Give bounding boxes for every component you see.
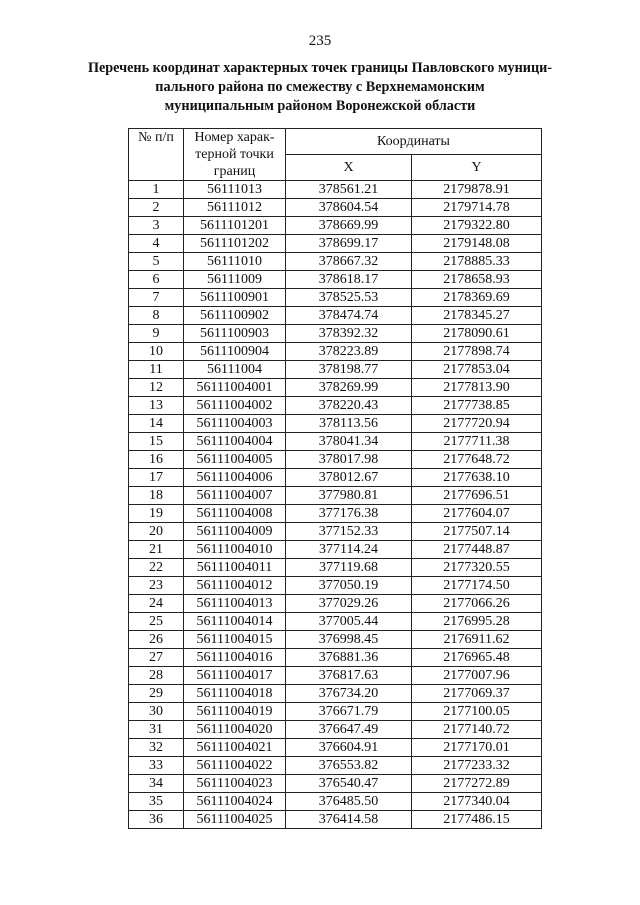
row-number-cell: 17 xyxy=(129,469,184,487)
x-coordinate-cell: 377114.24 xyxy=(286,541,412,559)
row-number-cell: 3 xyxy=(129,217,184,235)
table-row xyxy=(129,595,542,613)
x-coordinate-cell: 378667.32 xyxy=(286,253,412,271)
row-number-cell: 28 xyxy=(129,667,184,685)
table-row xyxy=(129,289,542,307)
x-coordinate-cell: 378699.17 xyxy=(286,235,412,253)
row-number-cell: 27 xyxy=(129,649,184,667)
row-number-cell: 15 xyxy=(129,433,184,451)
y-coordinate-cell: 2177320.55 xyxy=(412,559,542,577)
coordinates-table xyxy=(128,128,542,829)
y-coordinate-cell: 2176911.62 xyxy=(412,631,542,649)
y-coordinate-cell: 2178369.69 xyxy=(412,289,542,307)
header-point-line: Номер харак- xyxy=(194,130,275,145)
x-coordinate-cell: 378561.21 xyxy=(286,181,412,199)
x-coordinate-cell: 376647.49 xyxy=(286,721,412,739)
row-number-cell: 26 xyxy=(129,631,184,649)
header-point-line: терной точки xyxy=(195,147,274,162)
y-coordinate-cell: 2177007.96 xyxy=(412,667,542,685)
table-row xyxy=(129,397,542,415)
table-row xyxy=(129,649,542,667)
document-title xyxy=(60,59,580,116)
row-number-cell: 6 xyxy=(129,271,184,289)
point-number-cell: 56111004008 xyxy=(184,505,286,523)
row-number-cell: 34 xyxy=(129,775,184,793)
x-coordinate-cell: 378017.98 xyxy=(286,451,412,469)
table-row xyxy=(129,505,542,523)
table-row xyxy=(129,415,542,433)
table-row xyxy=(129,271,542,289)
x-coordinate-cell: 376414.58 xyxy=(286,811,412,829)
x-coordinate-cell: 377119.68 xyxy=(286,559,412,577)
y-coordinate-cell: 2177813.90 xyxy=(412,379,542,397)
point-number-cell: 5611100901 xyxy=(184,289,286,307)
y-coordinate-cell: 2177100.05 xyxy=(412,703,542,721)
row-number-cell: 32 xyxy=(129,739,184,757)
y-coordinate-cell: 2177170.01 xyxy=(412,739,542,757)
y-coordinate-cell: 2179322.80 xyxy=(412,217,542,235)
point-number-cell: 56111004020 xyxy=(184,721,286,739)
x-coordinate-cell: 377050.19 xyxy=(286,577,412,595)
point-number-cell: 56111004024 xyxy=(184,793,286,811)
x-coordinate-cell: 378041.34 xyxy=(286,433,412,451)
row-number-cell: 21 xyxy=(129,541,184,559)
row-number-cell: 20 xyxy=(129,523,184,541)
x-coordinate-cell: 376553.82 xyxy=(286,757,412,775)
table-row xyxy=(129,577,542,595)
x-coordinate-cell: 376817.63 xyxy=(286,667,412,685)
y-coordinate-cell: 2177174.50 xyxy=(412,577,542,595)
table-row xyxy=(129,775,542,793)
y-coordinate-cell: 2179148.08 xyxy=(412,235,542,253)
point-number-cell: 56111004009 xyxy=(184,523,286,541)
row-number-cell: 5 xyxy=(129,253,184,271)
x-coordinate-cell: 378618.17 xyxy=(286,271,412,289)
header-point-line: границ xyxy=(213,164,256,179)
y-coordinate-cell: 2178885.33 xyxy=(412,253,542,271)
x-coordinate-cell: 377980.81 xyxy=(286,487,412,505)
point-number-cell: 56111004003 xyxy=(184,415,286,433)
y-coordinate-cell: 2177853.04 xyxy=(412,361,542,379)
point-number-cell: 56111004025 xyxy=(184,811,286,829)
x-coordinate-cell: 377176.38 xyxy=(286,505,412,523)
row-number-cell: 10 xyxy=(129,343,184,361)
table-row xyxy=(129,721,542,739)
table-row xyxy=(129,325,542,343)
row-number-cell: 1 xyxy=(129,181,184,199)
x-coordinate-cell: 377005.44 xyxy=(286,613,412,631)
x-coordinate-cell: 376734.20 xyxy=(286,685,412,703)
y-coordinate-cell: 2177272.89 xyxy=(412,775,542,793)
row-number-cell: 18 xyxy=(129,487,184,505)
row-number-cell: 19 xyxy=(129,505,184,523)
title-line: Перечень координат характерных точек границы Павловского муници- xyxy=(87,60,553,76)
y-coordinate-cell: 2177711.38 xyxy=(412,433,542,451)
x-coordinate-cell: 376485.50 xyxy=(286,793,412,811)
x-coordinate-cell: 376604.91 xyxy=(286,739,412,757)
y-coordinate-cell: 2177069.37 xyxy=(412,685,542,703)
point-number-cell: 56111004005 xyxy=(184,451,286,469)
table-row xyxy=(129,433,542,451)
y-coordinate-cell: 2177486.15 xyxy=(412,811,542,829)
x-coordinate-cell: 378223.89 xyxy=(286,343,412,361)
point-number-cell: 56111004014 xyxy=(184,613,286,631)
header-x: X xyxy=(286,155,412,181)
table-row xyxy=(129,361,542,379)
point-number-cell: 56111004011 xyxy=(184,559,286,577)
row-number-cell: 14 xyxy=(129,415,184,433)
x-coordinate-cell: 378474.74 xyxy=(286,307,412,325)
point-number-cell: 56111004001 xyxy=(184,379,286,397)
y-coordinate-cell: 2177720.94 xyxy=(412,415,542,433)
point-number-cell: 5611100904 xyxy=(184,343,286,361)
y-coordinate-cell: 2177696.51 xyxy=(412,487,542,505)
y-coordinate-cell: 2179714.78 xyxy=(412,199,542,217)
point-number-cell: 56111004016 xyxy=(184,649,286,667)
row-number-cell: 23 xyxy=(129,577,184,595)
y-coordinate-cell: 2177738.85 xyxy=(412,397,542,415)
point-number-cell: 5611101201 xyxy=(184,217,286,235)
point-number-cell: 56111010 xyxy=(184,253,286,271)
y-coordinate-cell: 2176965.48 xyxy=(412,649,542,667)
y-coordinate-cell: 2177066.26 xyxy=(412,595,542,613)
table-row xyxy=(129,613,542,631)
x-coordinate-cell: 378525.53 xyxy=(286,289,412,307)
y-coordinate-cell: 2177638.10 xyxy=(412,469,542,487)
y-coordinate-cell: 2179878.91 xyxy=(412,181,542,199)
table-row xyxy=(129,379,542,397)
point-number-cell: 56111004 xyxy=(184,361,286,379)
table-row xyxy=(129,343,542,361)
point-number-cell: 56111004002 xyxy=(184,397,286,415)
table-row xyxy=(129,451,542,469)
row-number-cell: 12 xyxy=(129,379,184,397)
x-coordinate-cell: 378669.99 xyxy=(286,217,412,235)
table-row xyxy=(129,793,542,811)
table-row xyxy=(129,667,542,685)
table-row xyxy=(129,739,542,757)
point-number-cell: 56111009 xyxy=(184,271,286,289)
point-number-cell: 56111004007 xyxy=(184,487,286,505)
point-number-cell: 5611101202 xyxy=(184,235,286,253)
table-row xyxy=(129,217,542,235)
header-point-number xyxy=(184,129,286,181)
row-number-cell: 2 xyxy=(129,199,184,217)
point-number-cell: 56111004006 xyxy=(184,469,286,487)
x-coordinate-cell: 378198.77 xyxy=(286,361,412,379)
header-coordinates: Координаты xyxy=(286,129,542,155)
y-coordinate-cell: 2177340.04 xyxy=(412,793,542,811)
point-number-cell: 56111004013 xyxy=(184,595,286,613)
row-number-cell: 13 xyxy=(129,397,184,415)
x-coordinate-cell: 378012.67 xyxy=(286,469,412,487)
table-row xyxy=(129,541,542,559)
x-coordinate-cell: 378113.56 xyxy=(286,415,412,433)
y-coordinate-cell: 2177140.72 xyxy=(412,721,542,739)
title-line: пального района по смежеству с Верхнемамонским xyxy=(155,79,485,95)
point-number-cell: 56111004023 xyxy=(184,775,286,793)
y-coordinate-cell: 2177233.32 xyxy=(412,757,542,775)
table-row xyxy=(129,559,542,577)
y-coordinate-cell: 2177507.14 xyxy=(412,523,542,541)
row-number-cell: 30 xyxy=(129,703,184,721)
point-number-cell: 56111004021 xyxy=(184,739,286,757)
x-coordinate-cell: 376671.79 xyxy=(286,703,412,721)
table-row xyxy=(129,235,542,253)
x-coordinate-cell: 376540.47 xyxy=(286,775,412,793)
table-row xyxy=(129,487,542,505)
y-coordinate-cell: 2177604.07 xyxy=(412,505,542,523)
y-coordinate-cell: 2178090.61 xyxy=(412,325,542,343)
title-line: муниципальным районом Воронежской области xyxy=(164,98,476,114)
point-number-cell: 5611100902 xyxy=(184,307,286,325)
x-coordinate-cell: 376881.36 xyxy=(286,649,412,667)
row-number-cell: 31 xyxy=(129,721,184,739)
page-number: 235 xyxy=(308,33,332,49)
row-number-cell: 25 xyxy=(129,613,184,631)
row-number-cell: 16 xyxy=(129,451,184,469)
y-coordinate-cell: 2177648.72 xyxy=(412,451,542,469)
point-number-cell: 5611100903 xyxy=(184,325,286,343)
x-coordinate-cell: 376998.45 xyxy=(286,631,412,649)
row-number-cell: 29 xyxy=(129,685,184,703)
y-coordinate-cell: 2178345.27 xyxy=(412,307,542,325)
x-coordinate-cell: 378604.54 xyxy=(286,199,412,217)
row-number-cell: 24 xyxy=(129,595,184,613)
x-coordinate-cell: 377152.33 xyxy=(286,523,412,541)
row-number-cell: 9 xyxy=(129,325,184,343)
x-coordinate-cell: 378392.32 xyxy=(286,325,412,343)
table-row xyxy=(129,469,542,487)
table-row xyxy=(129,703,542,721)
point-number-cell: 56111004004 xyxy=(184,433,286,451)
table-row xyxy=(129,523,542,541)
point-number-cell: 56111004010 xyxy=(184,541,286,559)
point-number-cell: 56111013 xyxy=(184,181,286,199)
y-coordinate-cell: 2177898.74 xyxy=(412,343,542,361)
row-number-cell: 8 xyxy=(129,307,184,325)
point-number-cell: 56111004015 xyxy=(184,631,286,649)
point-number-cell: 56111004019 xyxy=(184,703,286,721)
header-number: № п/п xyxy=(129,129,184,181)
point-number-cell: 56111004012 xyxy=(184,577,286,595)
table-row xyxy=(129,811,542,829)
point-number-cell: 56111004018 xyxy=(184,685,286,703)
point-number-cell: 56111004022 xyxy=(184,757,286,775)
table-row xyxy=(129,181,542,199)
y-coordinate-cell: 2176995.28 xyxy=(412,613,542,631)
row-number-cell: 22 xyxy=(129,559,184,577)
row-number-cell: 33 xyxy=(129,757,184,775)
y-coordinate-cell: 2178658.93 xyxy=(412,271,542,289)
table-row xyxy=(129,631,542,649)
table-body xyxy=(129,181,542,829)
row-number-cell: 7 xyxy=(129,289,184,307)
point-number-cell: 56111004017 xyxy=(184,667,286,685)
table-row xyxy=(129,757,542,775)
header-y: Y xyxy=(412,155,542,181)
row-number-cell: 4 xyxy=(129,235,184,253)
point-number-cell: 56111012 xyxy=(184,199,286,217)
x-coordinate-cell: 378220.43 xyxy=(286,397,412,415)
table-row xyxy=(129,199,542,217)
row-number-cell: 35 xyxy=(129,793,184,811)
row-number-cell: 36 xyxy=(129,811,184,829)
table-row xyxy=(129,253,542,271)
table-row xyxy=(129,685,542,703)
row-number-cell: 11 xyxy=(129,361,184,379)
x-coordinate-cell: 377029.26 xyxy=(286,595,412,613)
x-coordinate-cell: 378269.99 xyxy=(286,379,412,397)
table-row xyxy=(129,307,542,325)
y-coordinate-cell: 2177448.87 xyxy=(412,541,542,559)
